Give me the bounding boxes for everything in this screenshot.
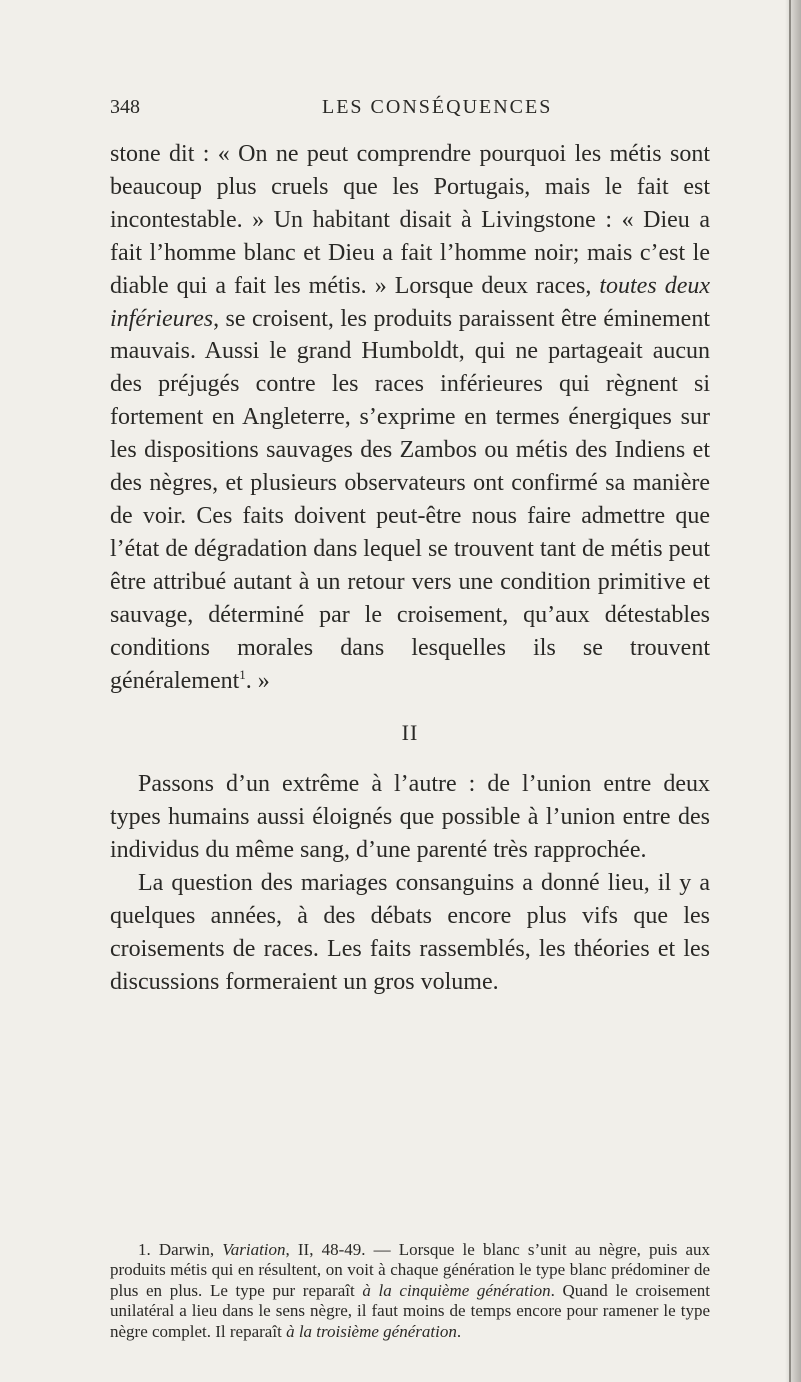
paragraph-2: Passons d’un extrême à l’autre : de l’union entre deux types humains aussi éloignés que possible à l’union entre des individus du même sang, d’une parenté très rapprochée. xyxy=(110,771,710,864)
footnote-text-2: . Quand le croisement unilatéral a lieu dans le sens nègre, il faut moins de temps encore pour ramener le type nègre complet. Il reparaît xyxy=(110,1280,710,1341)
footnote-italic-1: à la cinquième génération xyxy=(362,1280,551,1300)
page-edge-line xyxy=(789,0,791,1382)
page-edge-shadow xyxy=(785,0,801,1382)
footnote-reference: 1 xyxy=(239,666,246,682)
page-header xyxy=(110,96,710,128)
paragraph-1-italic: toutes deux inférieures xyxy=(110,272,710,332)
footnote-text-1: , II, 48-49. — Lorsque le blanc s’unit au nègre, puis aux produits métis qui en résultent, on voit à chaque génération le type blanc prédominer de plus en plus. Le type pur reparaît xyxy=(110,1240,711,1300)
footnote-text-3: . xyxy=(456,1321,462,1341)
paragraph-1 xyxy=(110,138,710,697)
page-number: 348 xyxy=(110,96,140,118)
footnote-number: 1. xyxy=(138,1240,151,1259)
paragraph-1-part-b: , se croisent, les produits paraissent être éminement mauvais. Aussi le grand Humboldt, qui ne partageait aucun des préjugés contre les races inférieures qui règnent si fortement en Angleterre, s’exprime en termes énergiques sur les dispositions sauvages des Zambos ou métis des Indiens et des nègres, et plusieurs observateurs ont confirmé sa manière de voir. Ces faits doivent peut-être nous faire admettre que l’état de dégradation dans lequel se trouvent tant de métis peut être attribué autant à un retour vers une condition primitive et sauvage, déterminé par le croisement, qu’aux détestables conditions morales dans lesquelles ils se trouvent généralement xyxy=(110,305,710,694)
footnote-work: Variation xyxy=(222,1240,286,1259)
paragraph-1-part-a: stone dit : « On ne peut comprendre pourquoi les métis sont beaucoup plus cruels que les Portugais, mais le fait est incontestable. » Un habitant disait à Livingstone : « Dieu a fait l’homme blanc et Dieu a fait l’homme noir; mais c’est le diable qui a fait les métis. » Lorsque deux races, xyxy=(110,141,710,299)
body-text xyxy=(110,138,710,999)
paragraph-3: La question des mariages consanguins a donné lieu, il y a quelques années, à des débats encore plus vifs que les croisements de races. Les faits rassemblés, les théories et les discussions formeraient un gros volume. xyxy=(110,870,710,995)
running-title: LES CONSÉQUENCES xyxy=(322,96,553,118)
footnote-italic-2: à la troisième génération xyxy=(286,1321,457,1341)
section-number: II xyxy=(401,720,419,746)
paragraph-1-part-c: . » xyxy=(245,667,270,694)
footnote xyxy=(110,1240,710,1342)
footnote-author: Darwin, xyxy=(158,1240,215,1259)
